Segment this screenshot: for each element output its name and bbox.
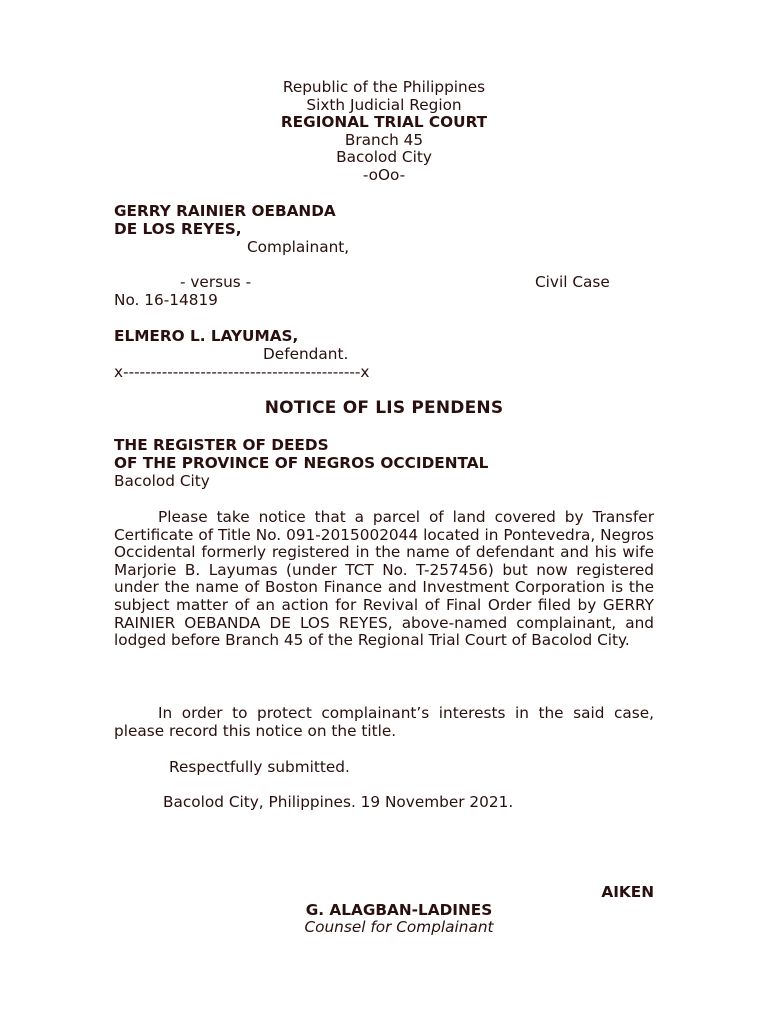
court-header — [0, 79, 768, 185]
signature-block — [114, 884, 654, 937]
document-title: NOTICE OF LIS PENDENS — [264, 398, 504, 418]
complainant-name-line1: GERRY RAINIER OEBANDA — [114, 202, 336, 220]
addressee-line1: THE REGISTER OF DEEDS — [114, 436, 329, 454]
complainant-role: Complainant, — [247, 238, 350, 256]
complainant-name-line2: DE LOS REYES, — [114, 220, 242, 238]
caption-separator: x-------------------------------------------x — [114, 363, 370, 381]
signatory-name-line1: AIKEN — [601, 883, 654, 901]
header-ornament: -oOo- — [362, 165, 406, 184]
body-paragraph-2-text: In order to protect complainant’s interests in the said case, please record this notice on the title. — [114, 704, 654, 740]
defendant-role: Defendant. — [263, 345, 349, 363]
versus-label: - versus - — [180, 273, 252, 291]
signatory-role: Counsel for Complainant — [304, 918, 494, 937]
place-date-line: Bacolod City, Philippines. 19 November 2021. — [163, 793, 514, 811]
header-region: Sixth Judicial Region — [306, 95, 462, 114]
defendant-name: ELMERO L. LAYUMAS, — [114, 327, 299, 345]
header-court: REGIONAL TRIAL COURT — [280, 113, 488, 132]
case-number: No. 16-14819 — [114, 291, 218, 309]
closing-line: Respectfully submitted. — [169, 758, 350, 776]
header-branch: Branch 45 — [344, 130, 424, 149]
header-city: Bacolod City — [336, 148, 432, 167]
header-republic: Republic of the Philippines — [282, 78, 486, 96]
case-label: Civil Case — [535, 273, 610, 291]
body-paragraph-1-text: Please take notice that a parcel of land covered by Transfer Certificate of Title No. 091-2015002044 located in Pontevedra, Negros Occidental formerly registered in the name of defendant and his wife Marjorie B. Layumas (under TCT No. T-257456) but now registered under the name of Boston Finance and Investment Corporation is the subject matter of an action for Revival of Final Order filed by GERRY RAINIER OEBANDA DE LOS REYES, above-named complainant, and lodged before Branch 45 of the Regional Trial Court of Bacolod City. — [114, 508, 654, 650]
addressee-line2: OF THE PROVINCE OF NEGROS OCCIDENTAL — [114, 454, 489, 472]
body-paragraph-1 — [114, 509, 654, 650]
addressee-city: Bacolod City — [114, 472, 210, 490]
body-paragraph-2 — [114, 705, 654, 740]
signatory-name-line2: G. ALAGBAN-LADINES — [305, 900, 493, 919]
